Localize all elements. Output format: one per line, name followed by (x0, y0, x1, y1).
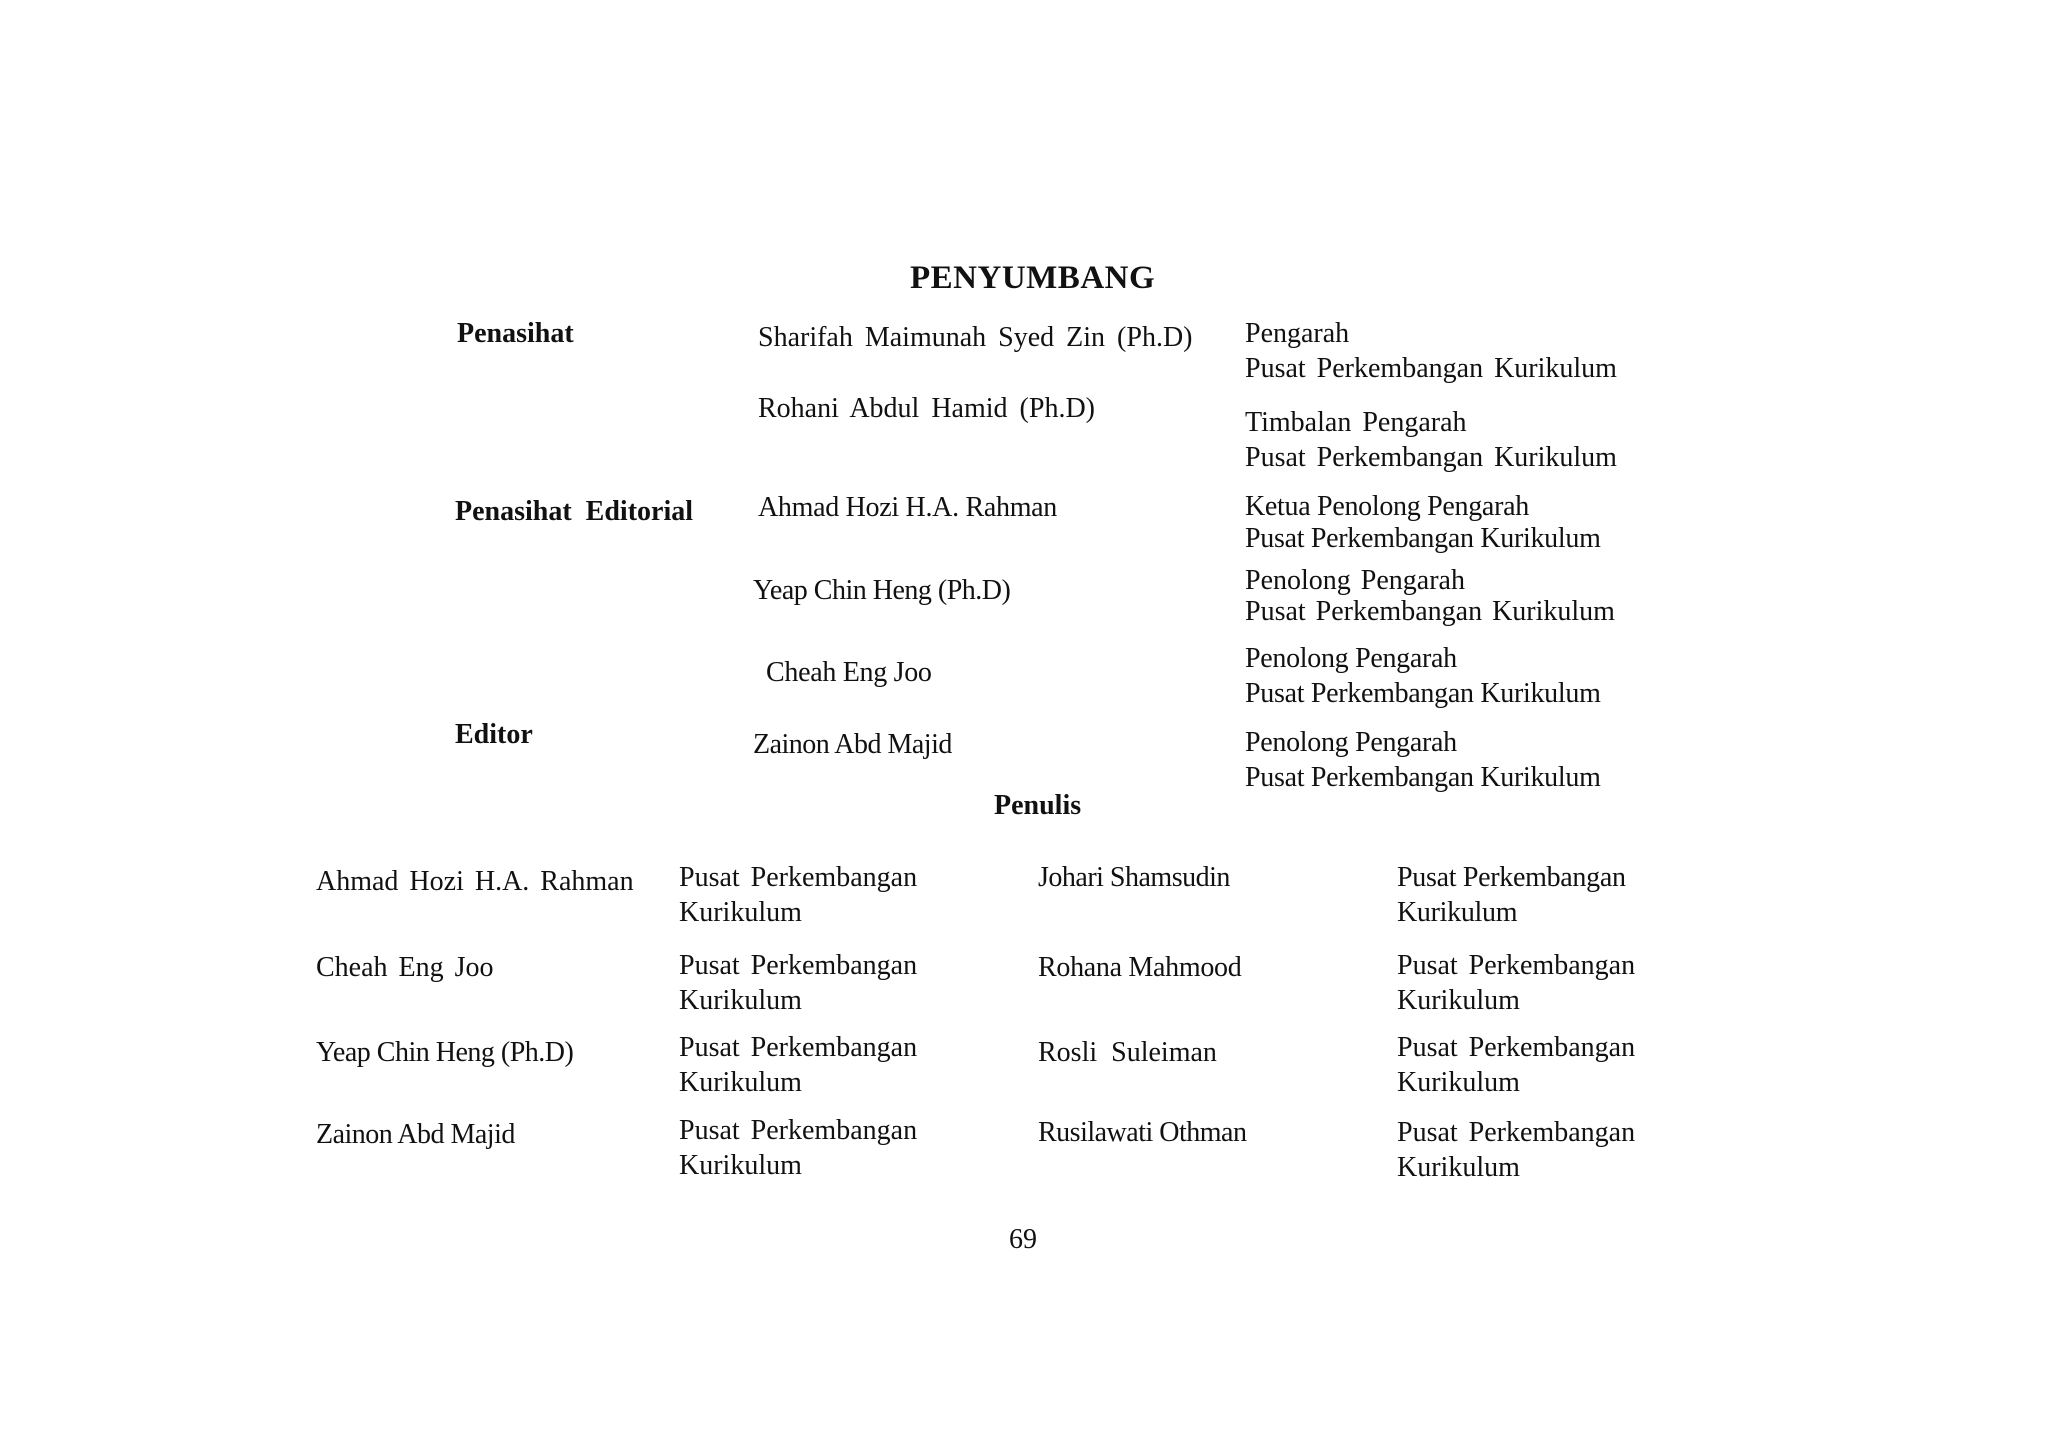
writer-org: Kurikulum (679, 1067, 802, 1098)
contributor-org: Pusat Perkembangan Kurikulum (1245, 353, 1617, 384)
writer-org: Pusat Perkembangan (679, 1115, 918, 1146)
writer-org-block (1397, 948, 1635, 1018)
contributor-org: Pusat Perkembangan Kurikulum (1245, 762, 1601, 793)
writer-name: Rusilawati Othman (1038, 1117, 1247, 1148)
writer-org: Pusat Perkembangan (679, 1032, 918, 1063)
contributor-position: Ketua Penolong Pengarah (1245, 491, 1529, 522)
role-editor: Editor (455, 719, 533, 750)
page-title: PENYUMBANG (910, 260, 1156, 296)
contributor-position: Penolong Pengarah (1245, 727, 1457, 758)
writer-name: Rohana Mahmood (1038, 952, 1242, 983)
writer-name: Zainon Abd Majid (316, 1119, 515, 1150)
writer-name: Johari Shamsudin (1038, 862, 1230, 893)
writer-name: Cheah Eng Joo (316, 952, 494, 983)
writer-org: Kurikulum (1397, 1152, 1520, 1183)
section-heading-penulis: Penulis (994, 790, 1082, 821)
writer-org: Kurikulum (679, 1150, 802, 1181)
contributor-org: Pusat Perkembangan Kurikulum (1245, 523, 1601, 554)
contributor-position-block (1245, 316, 1617, 386)
contributor-position-block (1245, 405, 1617, 475)
contributor-position-block (1245, 491, 1601, 555)
contributor-name: Rohani Abdul Hamid (Ph.D) (758, 393, 1095, 424)
role-penasihat-editorial: Penasihat Editorial (455, 496, 694, 527)
contributor-org: Pusat Perkembangan Kurikulum (1245, 442, 1617, 473)
contributor-position: Penolong Pengarah (1245, 643, 1457, 674)
contributor-position: Pengarah (1245, 318, 1350, 349)
writer-org-block (679, 860, 917, 930)
writer-org: Pusat Perkembangan (1397, 1032, 1636, 1063)
writer-org: Kurikulum (1397, 897, 1518, 928)
contributor-position-block (1245, 641, 1601, 711)
writer-org-block (679, 1030, 917, 1100)
writer-org: Kurikulum (679, 897, 802, 928)
contributor-name: Zainon Abd Majid (753, 729, 952, 760)
writer-org: Pusat Perkembangan (679, 862, 918, 893)
contributor-position-block (1245, 725, 1601, 795)
contributor-position: Penolong Pengarah (1245, 565, 1465, 596)
writer-org-block (679, 1113, 917, 1183)
writer-org-block (1397, 1115, 1635, 1185)
writer-org-block (679, 948, 917, 1018)
contributor-name: Cheah Eng Joo (766, 657, 932, 688)
writer-org: Pusat Perkembangan (1397, 862, 1626, 893)
writer-org: Pusat Perkembangan (1397, 1117, 1636, 1148)
writer-org-block (1397, 860, 1626, 930)
writer-org: Pusat Perkembangan (679, 950, 918, 981)
writer-org: Kurikulum (1397, 1067, 1520, 1098)
contributor-position: Timbalan Pengarah (1245, 407, 1467, 438)
contributor-name: Ahmad Hozi H.A. Rahman (758, 492, 1058, 523)
contributor-position-block (1245, 565, 1615, 627)
writer-name: Ahmad Hozi H.A. Rahman (316, 866, 634, 897)
contributor-org: Pusat Perkembangan Kurikulum (1245, 596, 1615, 627)
page-number: 69 (1009, 1224, 1037, 1255)
writer-name: Rosli Suleiman (1038, 1037, 1217, 1068)
writer-org: Pusat Perkembangan (1397, 950, 1636, 981)
writer-name: Yeap Chin Heng (Ph.D) (316, 1037, 574, 1068)
contributor-name: Sharifah Maimunah Syed Zin (Ph.D) (758, 322, 1193, 353)
contributor-org: Pusat Perkembangan Kurikulum (1245, 678, 1601, 709)
writer-org-block (1397, 1030, 1635, 1100)
writer-org: Kurikulum (679, 985, 802, 1016)
contributor-name: Yeap Chin Heng (Ph.D) (753, 575, 1011, 606)
role-penasihat: Penasihat (457, 318, 574, 349)
writer-org: Kurikulum (1397, 985, 1520, 1016)
